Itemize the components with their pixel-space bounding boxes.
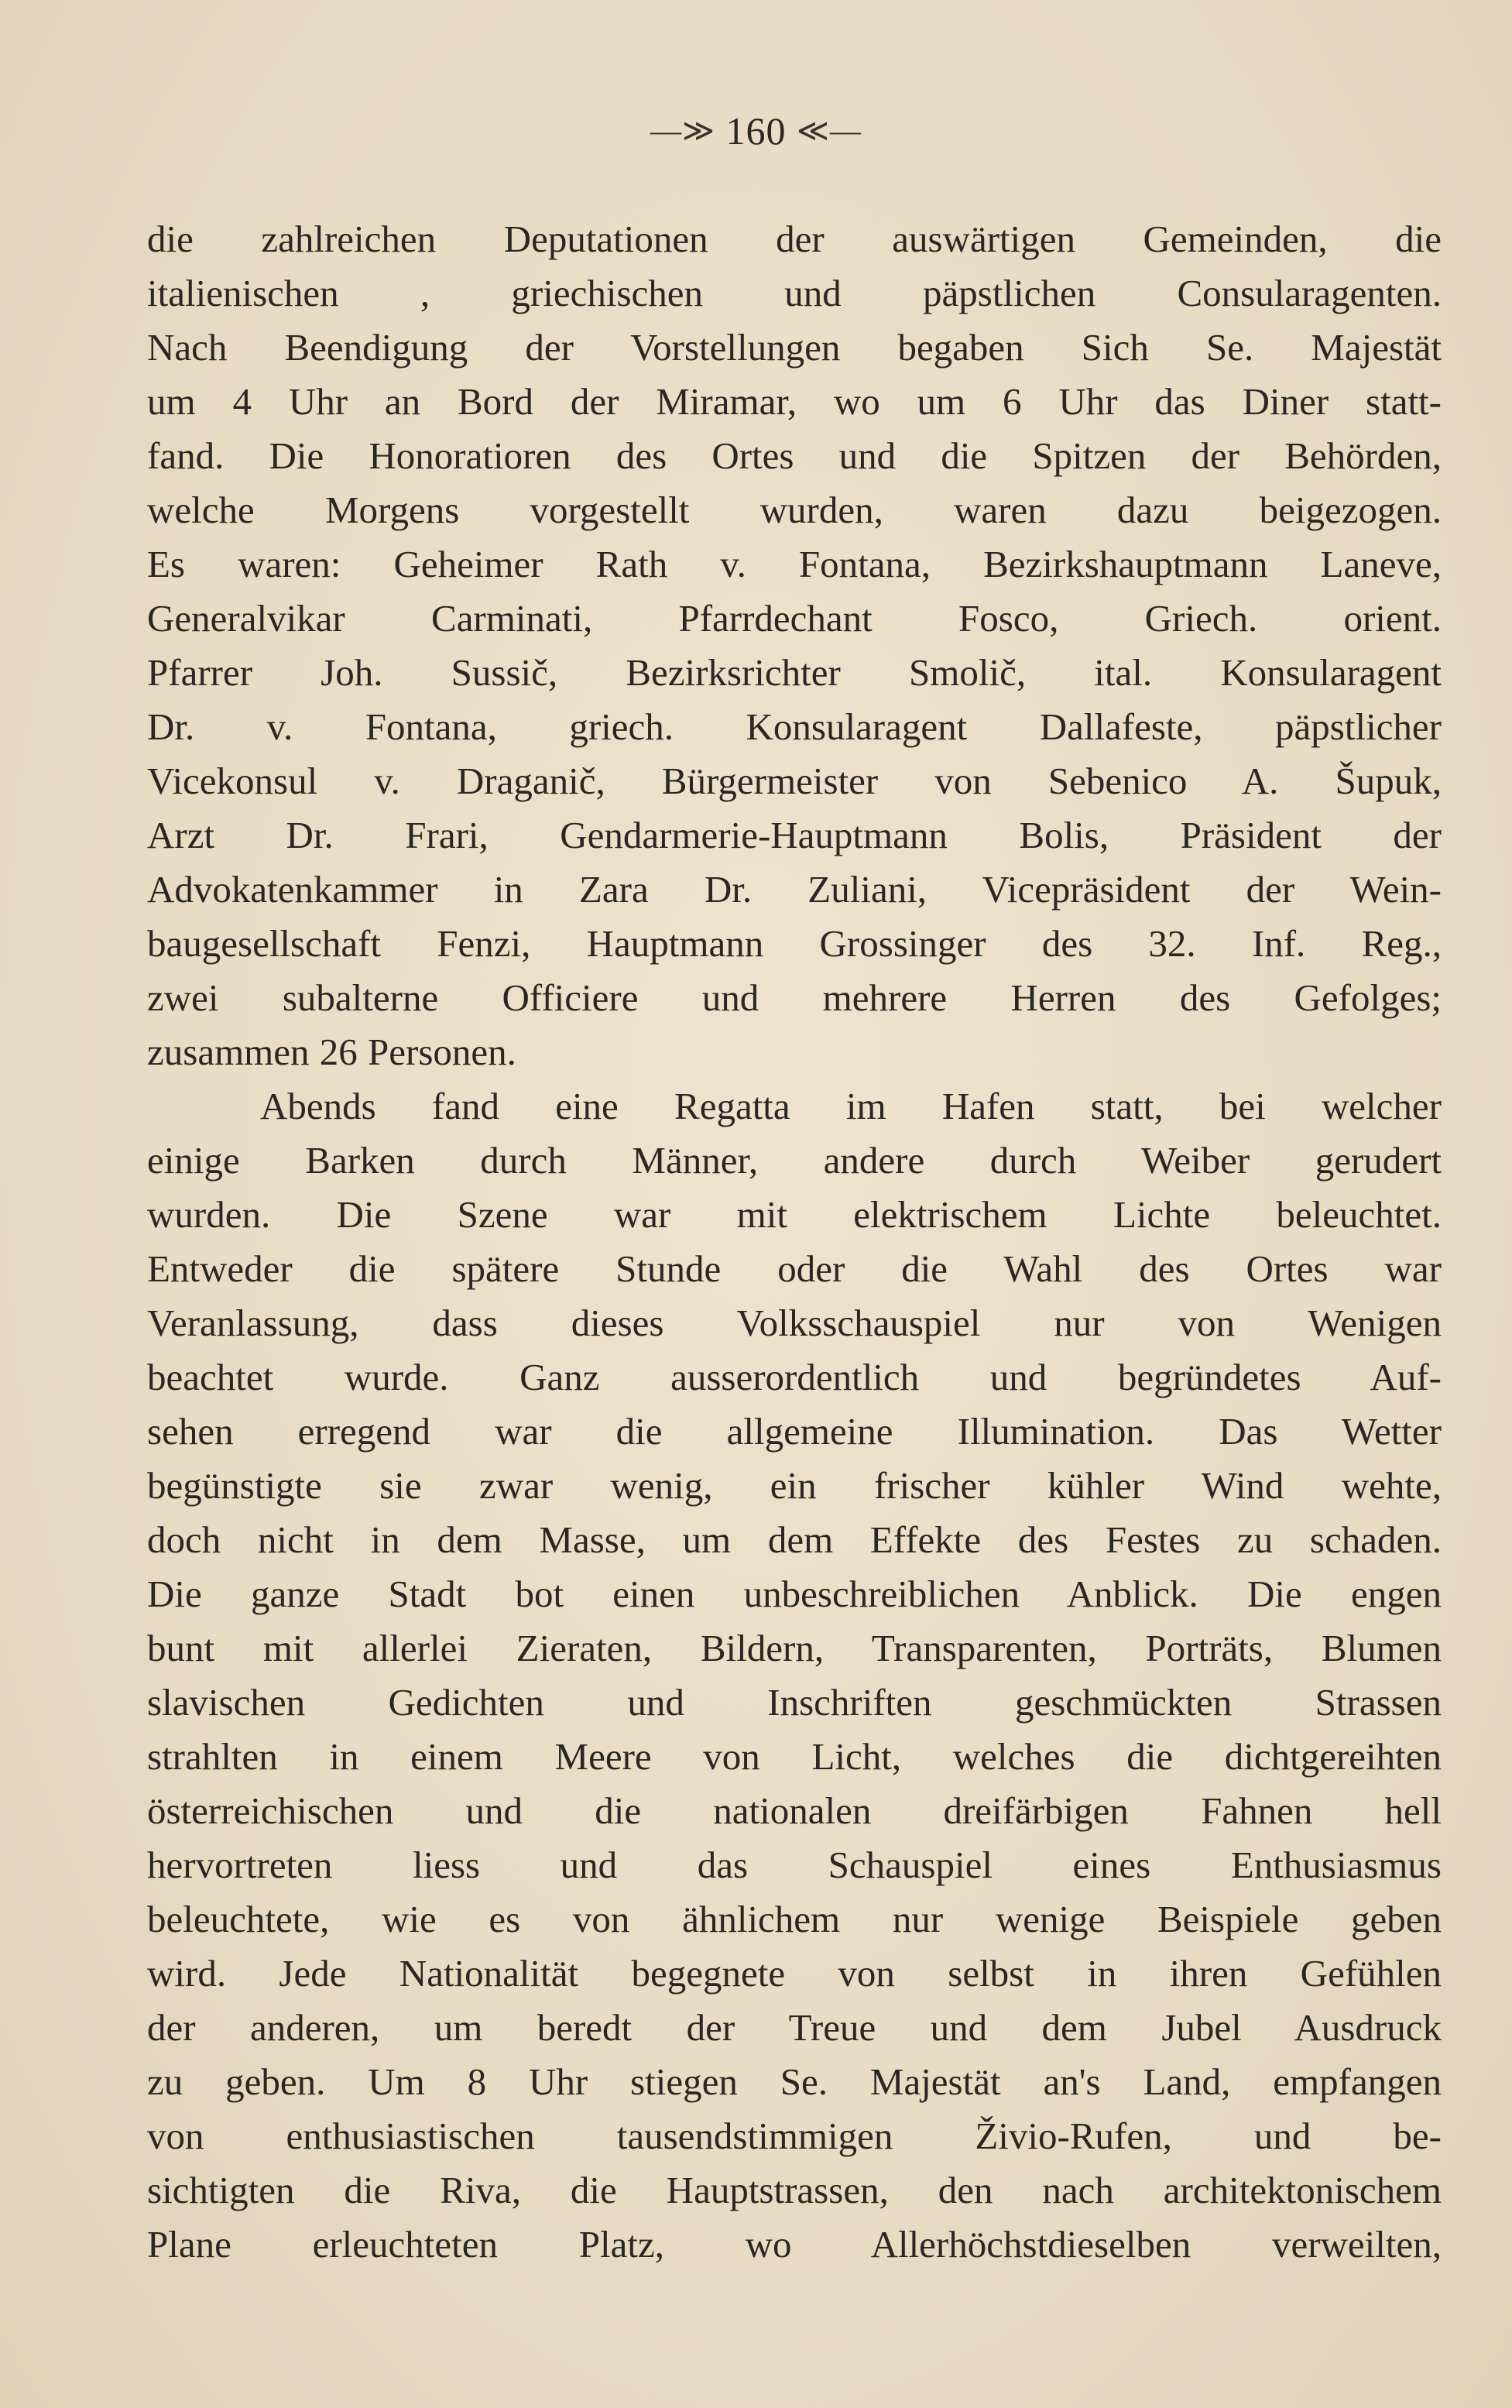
text-line: der anderen, um beredt der Treue und dem Jubel Ausdruck [147, 2006, 1442, 2049]
text-line: Dr. v. Fontana, griech. Konsularagent Dallafeste, päpstlicher [147, 705, 1442, 748]
text-line: welche Morgens vorgestellt wurden, waren dazu beigezogen. [147, 489, 1442, 531]
text-line: wird. Jede Nationalität begegnete von selbst in ihren Gefühlen [147, 1952, 1442, 1995]
text-line: beachtet wurde. Ganz ausserordentlich und begründetes Auf- [147, 1356, 1442, 1398]
text-line: österreichischen und die nationalen dreifärbigen Fahnen hell [147, 1789, 1442, 1832]
text-line: Die ganze Stadt bot einen unbeschreiblichen Anblick. Die engen [147, 1573, 1442, 1615]
text-line: sehen erregend war die allgemeine Illumination. Das Wetter [147, 1410, 1442, 1453]
text-line: fand. Die Honoratioren des Ortes und die Spitzen der Behörden, [147, 434, 1442, 477]
text-line: einige Barken durch Männer, andere durch Weiber gerudert [147, 1139, 1442, 1182]
text-line: die zahlreichen Deputationen der auswärtigen Gemeinden, die [147, 218, 1442, 260]
text-line: von enthusiastischen tausendstimmigen Živio-Rufen, und be- [147, 2115, 1442, 2157]
ornament-left: —≫ [650, 113, 715, 148]
text-line: strahlten in einem Meere von Licht, welches die dichtgereihten [147, 1735, 1442, 1778]
text-line: Generalvikar Carminati, Pfarrdechant Fosco, Griech. orient. [147, 597, 1442, 640]
text-line: um 4 Uhr an Bord der Miramar, wo um 6 Uhr das Diner statt- [147, 380, 1442, 423]
text-line: baugesellschaft Fenzi, Hauptmann Grossinger des 32. Inf. Reg., [147, 922, 1442, 965]
text-line: Plane erleuchteten Platz, wo Allerhöchstdieselben verweilten, [147, 2223, 1442, 2266]
text-line: bunt mit allerlei Zieraten, Bildern, Transparenten, Porträts, Blumen [147, 1627, 1442, 1669]
text-line: zwei subalterne Officiere und mehrere Herren des Gefolges; [147, 976, 1442, 1019]
text-line: begünstigte sie zwar wenig, ein frischer kühler Wind wehte, [147, 1464, 1442, 1507]
page-number: 160 [725, 109, 787, 153]
text-line: zu geben. Um 8 Uhr stiegen Se. Majestät an's Land, empfangen [147, 2060, 1442, 2103]
text-line: Pfarrer Joh. Sussič, Bezirksrichter Smolič, ital. Konsularagent [147, 651, 1442, 694]
text-line: Arzt Dr. Frari, Gendarmerie-Hauptmann Bolis, Präsident der [147, 814, 1442, 856]
text-line: zusammen 26 Personen. [147, 1031, 516, 1073]
text-line: wurden. Die Szene war mit elektrischem Lichte beleuchtet. [147, 1193, 1442, 1236]
text-line: Vicekonsul v. Draganič, Bürgermeister von Sebenico A. Šupuk, [147, 760, 1442, 802]
text-line: slavischen Gedichten und Inschriften geschmückten Strassen [147, 1681, 1442, 1724]
text-line: Advokatenkammer in Zara Dr. Zuliani, Vicepräsident der Wein- [147, 868, 1442, 911]
text-line: Veranlassung, dass dieses Volksschauspiel nur von Wenigen [147, 1302, 1442, 1344]
text-line: Es waren: Geheimer Rath v. Fontana, Bezirkshauptmann Laneve, [147, 543, 1442, 585]
text-line: Abends fand eine Regatta im Hafen statt, bei welcher [260, 1085, 1442, 1127]
text-line: Entweder die spätere Stunde oder die Wahl des Ortes war [147, 1247, 1442, 1290]
ornament-right: ≪— [797, 113, 862, 148]
text-line: italienischen , griechischen und päpstlichen Consularagenten. [147, 272, 1442, 314]
text-line: Nach Beendigung der Vorstellungen begaben Sich Se. Majestät [147, 326, 1442, 369]
text-line: sichtigten die Riva, die Hauptstrassen, den nach architektonischem [147, 2169, 1442, 2211]
text-line: beleuchtete, wie es von ähnlichem nur wenige Beispiele geben [147, 1898, 1442, 1940]
body-text [147, 212, 1442, 2272]
page-header [0, 108, 1512, 153]
text-line: doch nicht in dem Masse, um dem Effekte des Festes zu schaden. [147, 1518, 1442, 1561]
text-line: hervortreten liess und das Schauspiel eines Enthusiasmus [147, 1844, 1442, 1886]
